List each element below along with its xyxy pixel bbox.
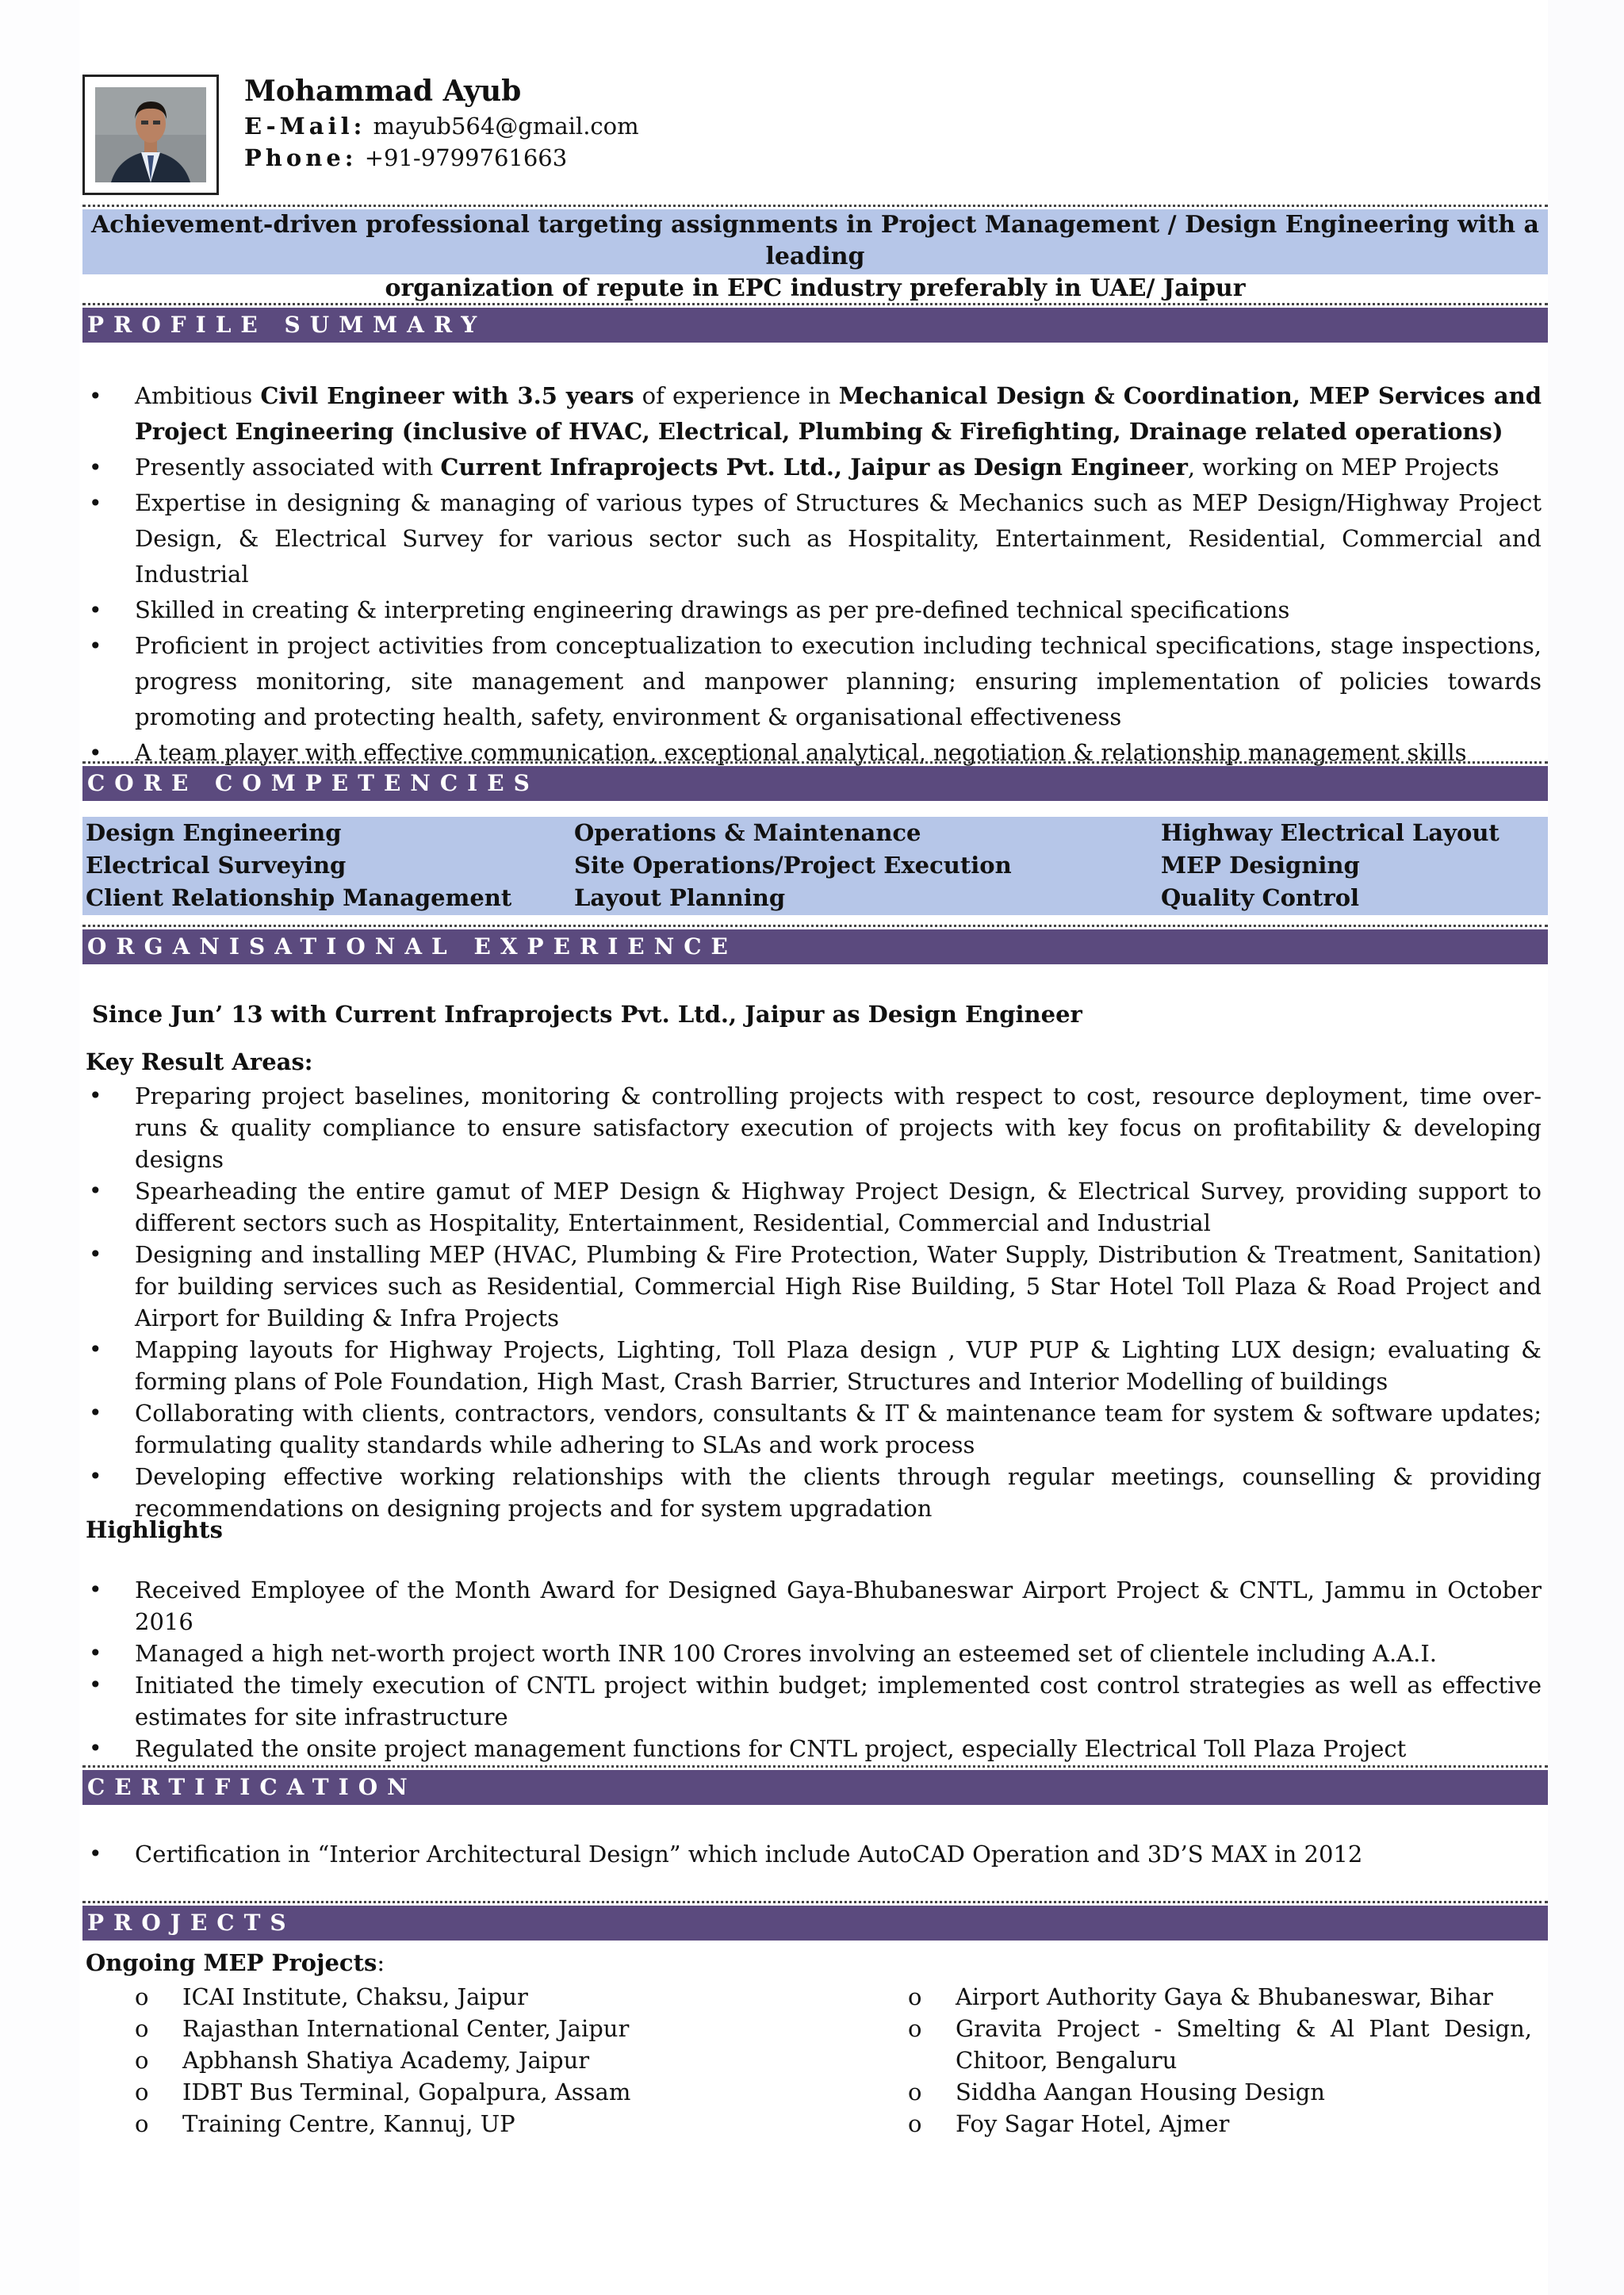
divider bbox=[82, 1765, 1548, 1768]
highlights-heading: Highlights bbox=[86, 1516, 223, 1543]
phone-value: +91-9799761663 bbox=[364, 144, 568, 171]
list-item: o Rajasthan International Center, Jaipur bbox=[135, 2013, 737, 2044]
competency-item: Electrical Surveying bbox=[86, 852, 347, 879]
kra-heading: Key Result Areas: bbox=[86, 1048, 313, 1075]
list-item: o ICAI Institute, Chaksu, Jaipur bbox=[135, 1981, 737, 2013]
list-item: o Apbhansh Shatiya Academy, Jaipur bbox=[135, 2044, 737, 2076]
competency-item: Client Relationship Management bbox=[86, 884, 512, 911]
margin-shade-left bbox=[0, 0, 79, 2295]
competency-item: Operations & Maintenance bbox=[574, 819, 921, 846]
ongoing-projects-list-left bbox=[135, 1981, 737, 2140]
list-item: • Collaborating with clients, contractors, vendors, consultants & IT & maintenance team for system & software updates; formulating quality standards while adhering to SLAs and work process bbox=[82, 1397, 1542, 1461]
email-label: E-Mail: bbox=[244, 113, 366, 140]
email-line bbox=[244, 113, 639, 140]
list-item: • Received Employee of the Month Award for Designed Gaya-Bhubaneswar Airport Project & CNTL, Jammu in October 2016 bbox=[82, 1574, 1542, 1638]
list-item: o Training Centre, Kannuj, UP bbox=[135, 2108, 737, 2140]
section-header-core-competencies: CORE COMPETENCIES bbox=[82, 766, 1548, 801]
divider bbox=[82, 925, 1548, 927]
list-item: • Preparing project baselines, monitoring & controlling projects with respect to cost, resource deployment, time over-runs & quality compliance to ensure satisfactory execution of projects with key focus on profitability & developing designs bbox=[82, 1080, 1542, 1175]
candidate-name: Mohammad Ayub bbox=[244, 75, 522, 108]
objective-line-1: Achievement-driven professional targeting assignments in Project Management / Design Engineering with a leading bbox=[91, 211, 1539, 270]
competency-item: Quality Control bbox=[1161, 884, 1360, 911]
divider bbox=[82, 1901, 1548, 1903]
profile-photo bbox=[95, 87, 206, 182]
list-item: • A team player with effective communication, exceptional analytical, negotiation & relationship management skills bbox=[82, 735, 1542, 771]
ongoing-projects-heading: Ongoing MEP Projects: bbox=[86, 1949, 385, 1976]
divider bbox=[82, 761, 1548, 764]
competency-item: Layout Planning bbox=[574, 884, 786, 911]
divider bbox=[82, 205, 1548, 207]
ongoing-projects-list-right bbox=[908, 1981, 1532, 2140]
list-item: • Skilled in creating & interpreting engineering drawings as per pre-defined technical specifications bbox=[82, 592, 1542, 628]
section-header-organisational-experience: ORGANISATIONAL EXPERIENCE bbox=[82, 929, 1548, 964]
key-result-areas-list bbox=[82, 1080, 1542, 1524]
list-item: • Proficient in project activities from conceptualization to execution including technical specifications, stage inspections, progress monitoring, site management and manpower planning; ensuring implementation of policies towards promoting and protecting health, safety, environment & organisational effectiveness bbox=[82, 628, 1542, 735]
objective-line-2: organization of repute in EPC industry preferably in UAE/ Jaipur bbox=[385, 274, 1246, 302]
list-item: • Spearheading the entire gamut of MEP Design & Highway Project Design, & Electrical Survey, providing support to different sectors such as Hospitality, Entertainment, Residential, Commercial and Industrial bbox=[82, 1175, 1542, 1239]
list-item: • Regulated the onsite project management functions for CNTL project, especially Electrical Toll Plaza Project bbox=[82, 1733, 1542, 1764]
person-photo-icon bbox=[95, 87, 206, 182]
list-item: • Ambitious Civil Engineer with 3.5 years of experience in Mechanical Design & Coordination, MEP Services and Project Engineering (inclusive of HVAC, Electrical, Plumbing & Firefighting, Drainage related operations) bbox=[82, 378, 1542, 450]
email-value[interactable]: mayub564@gmail.com bbox=[373, 113, 639, 140]
certification-list bbox=[82, 1838, 1542, 1870]
list-item: • Developing effective working relationships with the clients through regular meetings, counselling & providing recommendations on designing projects and for system upgradation bbox=[82, 1461, 1542, 1524]
divider bbox=[82, 303, 1548, 305]
list-item: • Designing and installing MEP (HVAC, Plumbing & Fire Protection, Water Supply, Distribution & Treatment, Sanitation) for building services such as Residential, Commercial High Rise Building, 5 Star Hotel Toll Plaza & Road Project and Airport for Building & Infra Projects bbox=[82, 1239, 1542, 1334]
objective-banner bbox=[82, 209, 1548, 302]
competency-item: Highway Electrical Layout bbox=[1161, 819, 1500, 846]
phone-label: Phone: bbox=[244, 144, 358, 171]
competency-item: Site Operations/Project Execution bbox=[574, 852, 1012, 879]
competency-item: Design Engineering bbox=[86, 819, 342, 846]
list-item: • Presently associated with Current Infraprojects Pvt. Ltd., Jaipur as Design Engineer, working on MEP Projects bbox=[82, 450, 1542, 485]
phone-line bbox=[244, 144, 567, 171]
list-item: o IDBT Bus Terminal, Gopalpura, Assam bbox=[135, 2076, 737, 2108]
section-header-profile-summary: PROFILE SUMMARY bbox=[82, 308, 1548, 343]
job-role-title: Since Jun’ 13 with Current Infraprojects Pvt. Ltd., Jaipur as Design Engineer bbox=[92, 1001, 1082, 1028]
list-item: o Foy Sagar Hotel, Ajmer bbox=[908, 2108, 1532, 2140]
list-item: • Expertise in designing & managing of various types of Structures & Mechanics such as MEP Design/Highway Project Design, & Electrical Survey for various sector such as Hospitality, Entertainment, Residential, Commercial and Industrial bbox=[82, 485, 1542, 592]
profile-photo-frame bbox=[82, 75, 219, 195]
competencies-grid bbox=[82, 817, 1548, 915]
competency-item: MEP Designing bbox=[1161, 852, 1360, 879]
margin-shade-right bbox=[1548, 0, 1624, 2295]
list-item: • Managed a high net-worth project worth INR 100 Crores involving an esteemed set of clientele including A.A.I. bbox=[82, 1638, 1542, 1669]
list-item: • Mapping layouts for Highway Projects, Lighting, Toll Plaza design , VUP PUP & Lighting LUX design; evaluating & forming plans of Pole Foundation, High Mast, Crash Barrier, Structures and Interior Modelling of buildings bbox=[82, 1334, 1542, 1397]
list-item: o Airport Authority Gaya & Bhubaneswar, Bihar bbox=[908, 1981, 1532, 2013]
list-item: o Gravita Project - Smelting & Al Plant Design, Chitoor, Bengaluru bbox=[908, 2013, 1532, 2076]
section-header-certification: CERTIFICATION bbox=[82, 1770, 1548, 1805]
profile-summary-list bbox=[82, 378, 1542, 771]
list-item: o Siddha Aangan Housing Design bbox=[908, 2076, 1532, 2108]
list-item: • Certification in “Interior Architectural Design” which include AutoCAD Operation and 3D’S MAX in 2012 bbox=[82, 1838, 1542, 1870]
highlights-list bbox=[82, 1574, 1542, 1764]
list-item: • Initiated the timely execution of CNTL project within budget; implemented cost control strategies as well as effective estimates for site infrastructure bbox=[82, 1669, 1542, 1733]
section-header-projects: PROJECTS bbox=[82, 1906, 1548, 1941]
